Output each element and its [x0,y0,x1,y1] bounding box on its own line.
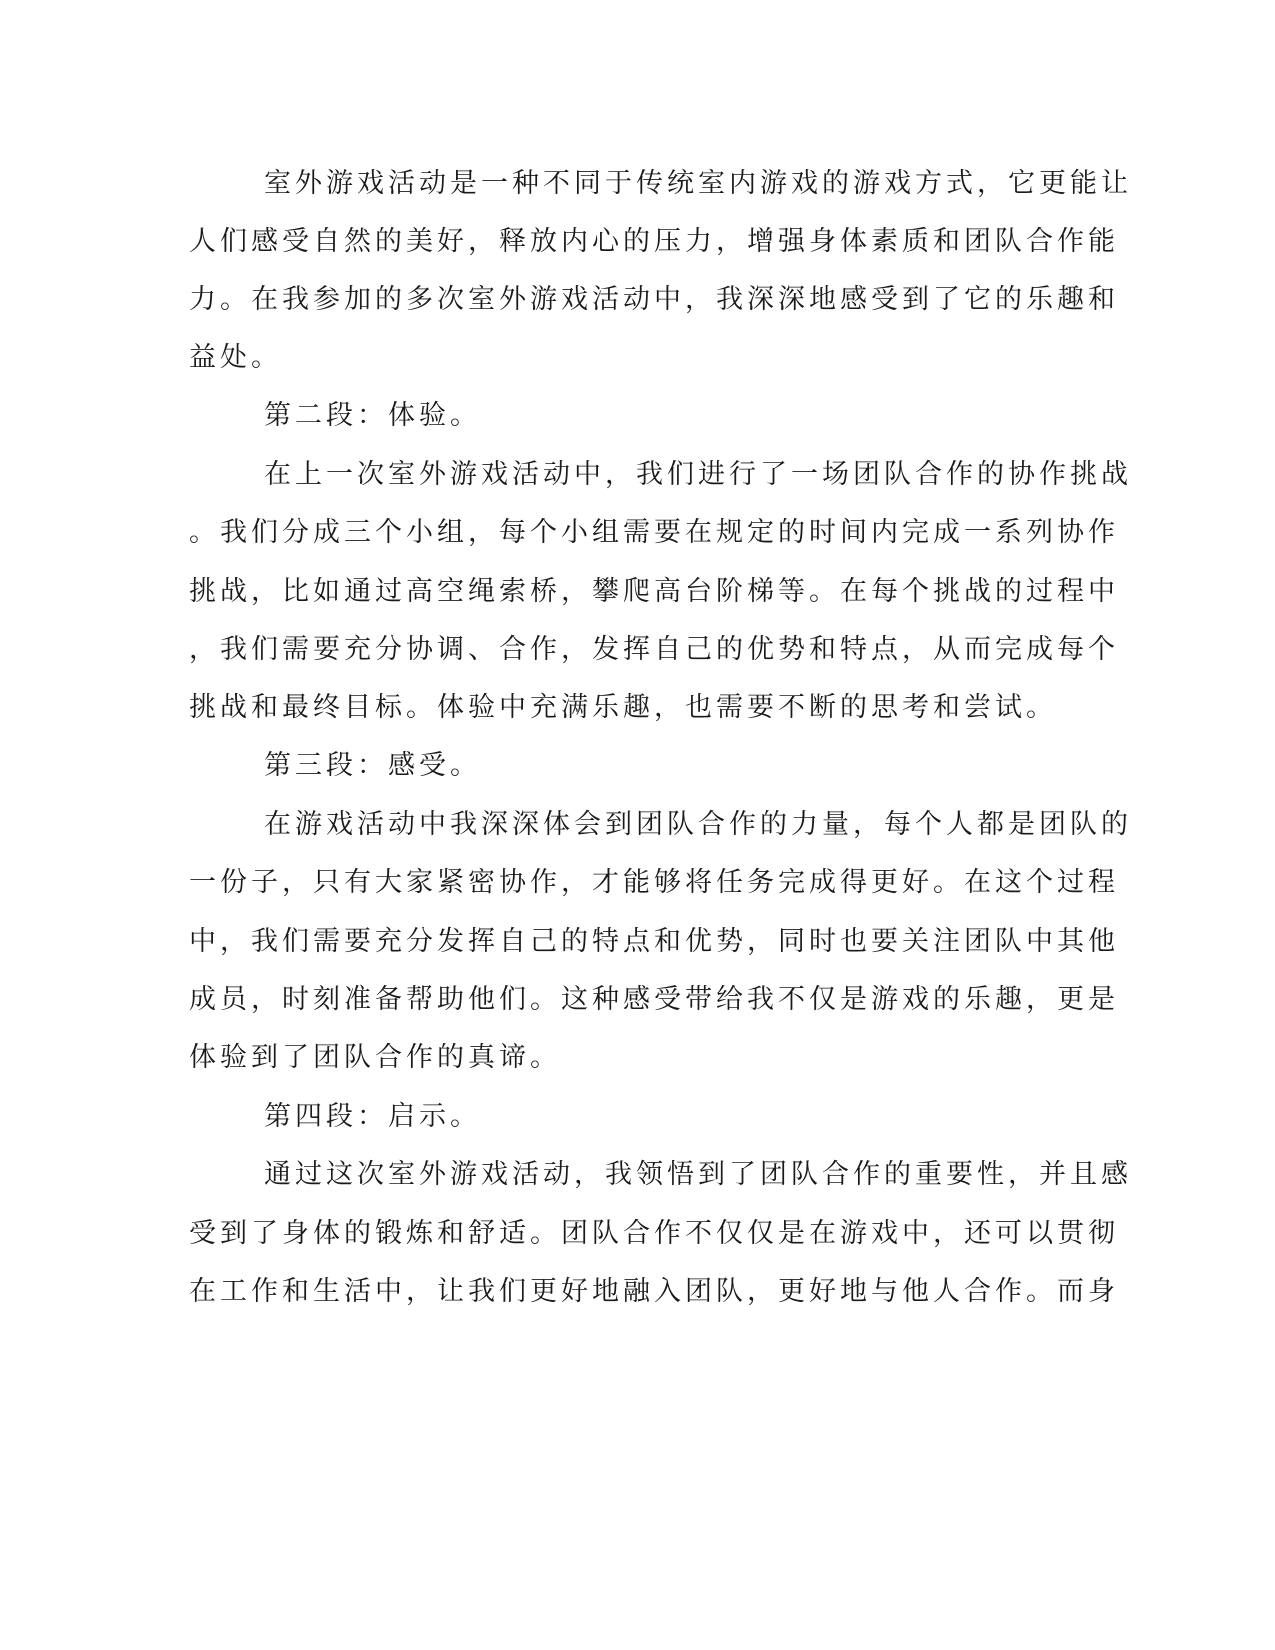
paragraph-3-line-1: 在游戏活动中我深深体会到团队合作的力量，每个人都是团队的 [264,809,1132,840]
paragraph-2-line-3: 挑战，比如通过高空绳索桥，攀爬高台阶梯等。在每个挑战的过程中 [189,576,1119,607]
paragraph-2-line-2: 。我们分成三个小组，每个小组需要在规定的时间内完成一系列协作 [189,517,1119,548]
paragraph-1-line-4: 益处。 [189,342,282,373]
paragraph-3-line-5: 体验到了团队合作的真谛。 [189,1042,561,1073]
paragraph-3-line-4: 成员，时刻准备帮助他们。这种感受带给我不仅是游戏的乐趣，更是 [189,984,1119,1015]
paragraph-2-line-1: 在上一次室外游戏活动中，我们进行了一场团队合作的协作挑战 [264,459,1132,490]
paragraph-2-line-4: ，我们需要充分协调、合作，发挥自己的优势和特点，从而完成每个 [189,634,1119,665]
section-heading-4: 第四段：启示。 [264,1101,481,1132]
section-heading-2: 第二段：体验。 [264,400,481,431]
paragraph-4-line-3: 在工作和生活中，让我们更好地融入团队，更好地与他人合作。而身 [189,1276,1119,1307]
paragraph-4-line-2: 受到了身体的锻炼和舒适。团队合作不仅仅是在游戏中，还可以贯彻 [189,1218,1119,1249]
paragraph-1-line-1: 室外游戏活动是一种不同于传统室内游戏的游戏方式，它更能让 [264,168,1132,199]
paragraph-1-line-2: 人们感受自然的美好，释放内心的压力，增强身体素质和团队合作能 [189,226,1119,257]
paragraph-3-line-3: 中，我们需要充分发挥自己的特点和优势，同时也要关注团队中其他 [189,926,1119,957]
paragraph-1-line-3: 力。在我参加的多次室外游戏活动中，我深深地感受到了它的乐趣和 [189,284,1119,315]
paragraph-3-line-2: 一份子，只有大家紧密协作，才能够将任务完成得更好。在这个过程 [189,867,1119,898]
section-heading-3: 第三段：感受。 [264,750,481,781]
paragraph-4-line-1: 通过这次室外游戏活动，我领悟到了团队合作的重要性，并且感 [264,1159,1132,1190]
paragraph-2-line-5: 挑战和最终目标。体验中充满乐趣，也需要不断的思考和尝试。 [189,692,1057,723]
